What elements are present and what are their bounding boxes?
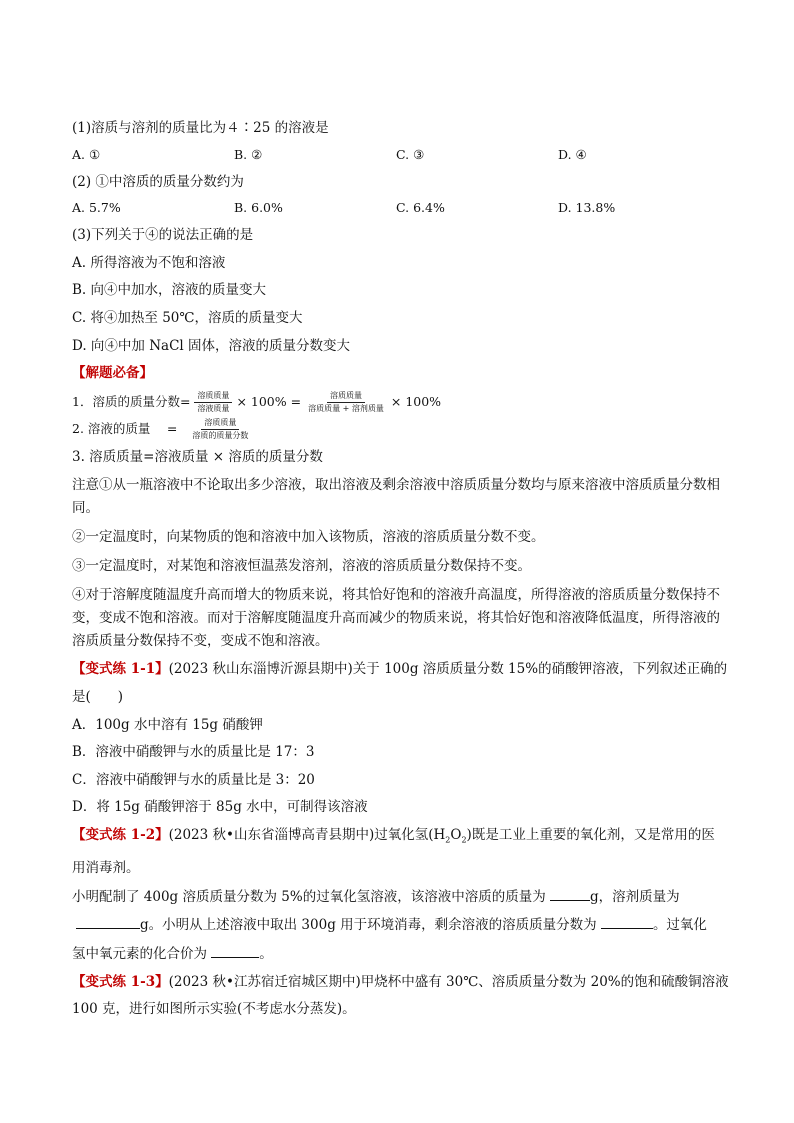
answer-blank-oxygen-valence[interactable]: [211, 943, 259, 958]
question-2-stem: (2) ①中溶质的质量分数约为: [72, 173, 244, 190]
variant-1-1-line1: [72, 659, 732, 679]
variant-1-2-text-b: )既是工业上重要的氧化剂，又是常用的医: [466, 826, 715, 843]
fill-text: 小明配制了 400g 溶质质量分数为 5%的过氧化氢溶液，该溶液中溶质的质量为: [72, 888, 550, 905]
oxygen-symbol: O: [450, 826, 462, 843]
variant-1-3-line2: 100 克，进行如图所示实验(不考虑水分蒸发)。: [72, 1001, 356, 1018]
variant-1-2-text-a: (2023 秋•山东省淄博高青县期中)过氧化氢(H: [168, 826, 446, 843]
document-page: [72, 118, 732, 1027]
question-1-options: [72, 146, 732, 164]
fraction-denominator: 溶质质量 + 溶剂质量: [308, 403, 384, 413]
question-3-stem: (3)下列关于④的说法正确的是: [72, 227, 254, 244]
subscript: 2: [445, 835, 451, 845]
v1-option-c: C．溶液中硝酸钾与水的质量比是 3：20: [72, 771, 315, 788]
q3-option-c: C. 将④加热至 50℃，溶质的质量变大: [72, 309, 303, 326]
q1-option-c: C. ③: [396, 146, 425, 162]
q3-option-b: B. 向④中加水，溶液的质量变大: [72, 282, 267, 299]
formula-1-times: × 100% =: [236, 394, 302, 410]
fill-text: g。小明从上述溶液中取出 300g 用于环境消毒，剩余溶液的溶质质量分数为: [140, 917, 601, 934]
variant-1-2-line1: [72, 825, 732, 851]
fill-text: 。: [259, 945, 273, 962]
fraction-denominator: 溶质的质量分数: [192, 430, 249, 440]
formula-solution-mass: [72, 418, 732, 441]
note-3: ③一定温度时，对某饱和溶液恒温蒸发溶剂，溶液的溶质质量分数保持不变。: [72, 558, 531, 575]
formula-mass-fraction: [72, 391, 732, 414]
question-2-options: [72, 199, 732, 217]
variant-1-1-line2: 是( ): [72, 688, 124, 705]
fraction-numerator: 溶质质量: [194, 391, 232, 403]
variant-1-3-text: (2023 秋•江苏宿迁宿城区期中)甲烧杯中盛有 30℃、溶质质量分数为 20%的饱和硫酸铜溶液: [168, 973, 729, 990]
formula-1-label: 1．溶质的质量分数=: [72, 394, 191, 410]
fill-text: 氢中氧元素的化合价为: [72, 945, 212, 962]
q3-option-d: D. 向④中加 NaCl 固体，溶液的质量分数变大: [72, 337, 351, 354]
formula-2-label: 2. 溶液的质量 =: [72, 421, 178, 437]
v1-option-b: B．溶液中硝酸钾与水的质量比是 17：3: [72, 744, 315, 761]
variant-1-1-tag: 【变式练 1-1】: [72, 661, 169, 678]
formula-1-times-end: × 100%: [390, 394, 442, 410]
fraction-solute-over-fraction: [189, 418, 251, 441]
fraction-numerator: 溶质质量: [201, 418, 239, 430]
variant-1-2-fill-line2: [72, 914, 732, 935]
variant-1-2-tag: 【变式练 1-2】: [72, 826, 169, 843]
fraction-denominator: 溶液质量: [197, 403, 230, 413]
fraction-solute-over-solution: [194, 391, 232, 414]
q1-option-d: D. ④: [558, 146, 587, 162]
variant-1-2-fill-line3: [72, 943, 732, 964]
variant-1-3-tag: 【变式练 1-3】: [72, 973, 169, 990]
fraction-numerator: 溶质质量: [327, 391, 365, 403]
q1-option-b: B. ②: [234, 146, 263, 162]
v1-option-d: D．将 15g 硝酸钾溶于 85g 水中，可制得该溶液: [72, 799, 368, 816]
must-know-heading: 【解题必备】: [72, 365, 153, 382]
v1-option-a: A．100g 水中溶有 15g 硝酸钾: [72, 716, 263, 733]
answer-blank-solute-mass[interactable]: [550, 886, 590, 901]
variant-1-2-fill-line1: [72, 886, 732, 907]
q3-option-a: A. 所得溶液为不饱和溶液: [72, 254, 226, 271]
note-1: 注意①从一瓶溶液中不论取出多少溶液，取出溶液及剩余溶液中溶质质量分数均与原来溶液中溶质质量分数相同。: [72, 477, 720, 517]
answer-blank-remaining-fraction[interactable]: [601, 914, 653, 929]
q1-option-a: A. ①: [72, 146, 101, 162]
fill-text: 。过氧化: [652, 917, 707, 934]
note-4: ④对于溶解度随温度升高而增大的物质来说，将其恰好饱和的溶液升高温度，所得溶液的溶质质量分数保持不变，变成不饱和溶液。而对于溶解度随温度升高而减少的物质来说，将其恰好饱和溶液降低温度，所得溶液的溶质质量分数保持不变，变成不饱和溶液。: [72, 587, 720, 650]
question-1-stem: (1)溶质与溶剂的质量比为４∶25 的溶液是: [72, 120, 329, 136]
subscript: 2: [461, 835, 467, 845]
q2-option-a: A. 5.7%: [72, 200, 121, 216]
note-2: ②一定温度时，向某物质的饱和溶液中加入该物质，溶液的溶质质量分数不变。: [72, 529, 545, 546]
fraction-solute-over-sum: [305, 391, 387, 414]
q2-option-b: B. 6.0%: [234, 200, 283, 216]
variant-1-1-text: (2023 秋山东淄博沂源县期中)关于 100g 溶质质量分数 15%的硝酸钾溶液，下列叙述正确的: [168, 661, 728, 678]
q2-option-d: D. 13.8%: [558, 200, 616, 216]
fill-text: g，溶剂质量为: [590, 888, 680, 905]
variant-1-3-line1: [72, 972, 732, 992]
answer-blank-solvent-mass[interactable]: [76, 914, 140, 929]
variant-1-2-line2: 用消毒剂。: [72, 860, 140, 877]
formula-solute-mass: 3. 溶质质量=溶液质量 × 溶质的质量分数: [72, 448, 323, 465]
q2-option-c: C. 6.4%: [396, 200, 445, 216]
